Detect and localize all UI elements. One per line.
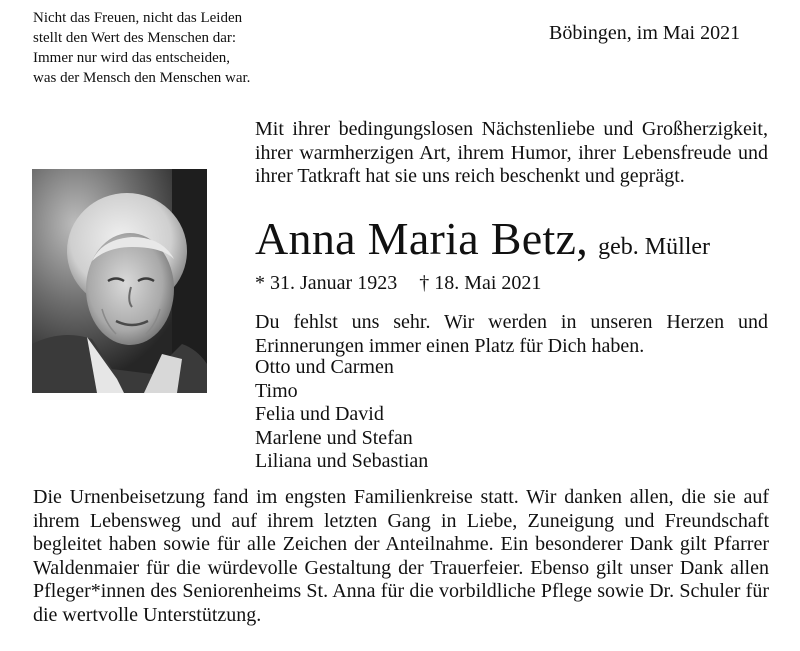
maiden-name: geb. Müller [598, 234, 711, 260]
motto-line: Immer nur wird das entscheiden, [33, 50, 231, 66]
portrait-photo [32, 169, 207, 393]
name-heading [255, 211, 710, 267]
intro-paragraph: Mit ihrer bedingungslosen Nächstenliebe und Großherzigkeit, ihrer warmherzigen Art, ihrem Humor, ihrer Lebensfreude und ihrer Tatkraft hat sie uns reich beschenkt und geprägt. [255, 118, 768, 187]
deceased-name: Anna Maria Betz, [255, 213, 589, 264]
family-message: Du fehlst uns sehr. Wir werden in unseren Herzen und Erinnerungen immer einen Platz für Dich haben. [255, 311, 768, 357]
family-member: Liliana und Sebastian [255, 450, 429, 472]
closing-paragraph: Die Urnenbeisetzung fand im engsten Familienkreise statt. Wir danken allen, die sie auf ihrem Lebensweg und auf ihrem letzten Gang in Liebe, Zuneigung und Freundschaft begleitet haben sowie für alle Zeichen der Anteilnahme. Ein besonderer Dank gilt Pfarrer Waldenmaier für die würdevolle Gestaltung der Trauerfeier. Ebenso gilt unser Dank allen Pfleger*innen des Seniorenheims St. Anna für die vorbildliche Pflege sowie Dr. Schuler für die wertvolle Unterstützung. [33, 486, 769, 626]
family-signatures [255, 356, 428, 474]
life-dates [255, 270, 541, 296]
family-member: Timo [255, 379, 298, 402]
motto-line: stellt den Wert des Menschen dar: [33, 30, 237, 46]
motto-poem [33, 8, 333, 88]
motto-line: was der Mensch den Menschen war. [33, 70, 251, 86]
family-member: Otto und Carmen [255, 356, 394, 378]
family-member: Marlene und Stefan [255, 426, 413, 449]
motto-line: Nicht das Freuen, nicht das Leiden [33, 10, 243, 26]
death-date: † 18. Mai 2021 [419, 272, 542, 294]
place-and-date: Böbingen, im Mai 2021 [549, 22, 741, 44]
birth-date: * 31. Januar 1923 [255, 272, 398, 294]
family-member: Felia und David [255, 403, 384, 425]
